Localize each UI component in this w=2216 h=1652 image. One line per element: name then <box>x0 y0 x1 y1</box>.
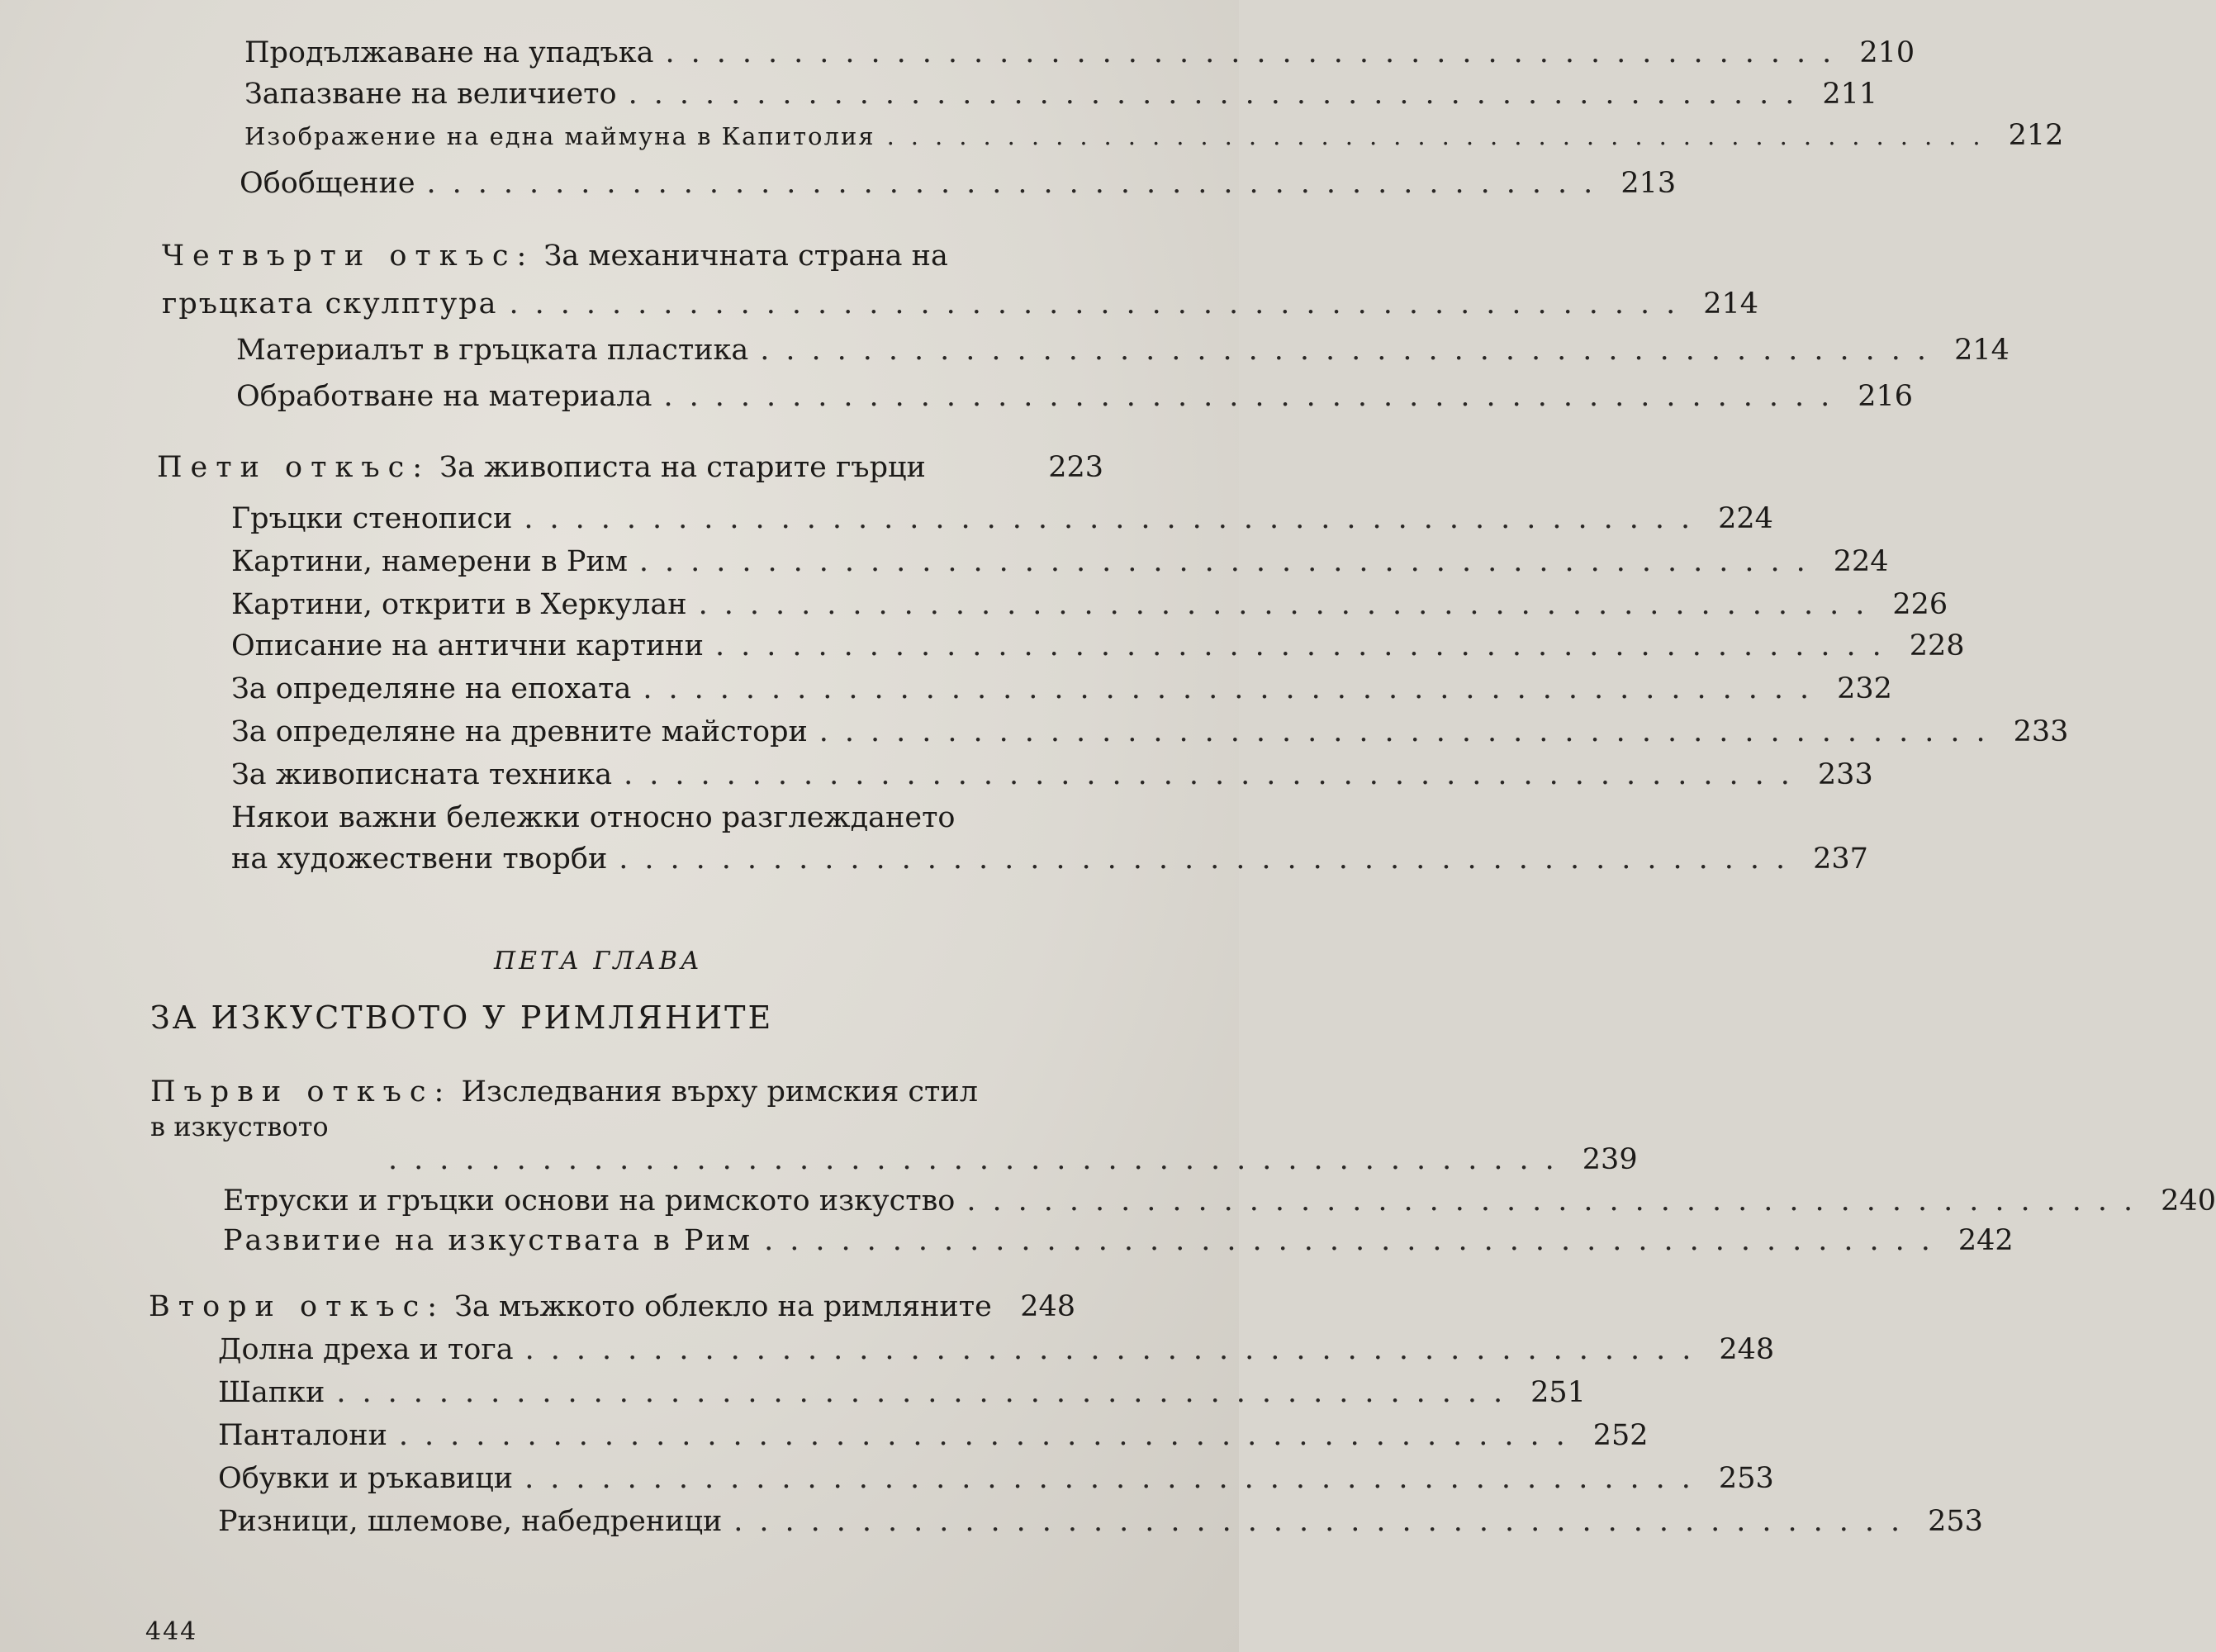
entry-title: Някои важни бележки относно разглеждането <box>231 801 956 834</box>
leader-dots: .............................................. <box>966 1184 2150 1218</box>
entry-page: 210 <box>1859 36 1915 69</box>
section-label: Втори откъс: <box>149 1290 445 1323</box>
entry-title: За определяне на древните майстори <box>231 715 808 748</box>
toc-entry <box>218 1503 1983 1540</box>
section-label: Четвърти откъс: <box>162 240 535 273</box>
section-page-row <box>388 1142 1638 1178</box>
section-page: 223 <box>1048 451 1103 484</box>
section-title: За механичната страна на <box>543 240 948 273</box>
toc-entry <box>244 117 2064 154</box>
entry-title: Запазване на величието <box>244 78 617 111</box>
leader-dots: .............................................. <box>524 502 1707 535</box>
toc-entry <box>231 757 1873 793</box>
leader-dots: .............................................. <box>714 629 1898 662</box>
entry-title: на художествени творби <box>231 843 608 876</box>
toc-entry <box>231 714 2069 750</box>
toc-entry-long <box>231 800 956 836</box>
leader-dots: .............................................. <box>733 1505 1917 1538</box>
entry-title: Обработване на материала <box>236 380 652 413</box>
entry-title: Долна дреха и тога <box>218 1333 514 1366</box>
section-title: За мъжкото облекло на римляните <box>454 1290 992 1323</box>
entry-page: 224 <box>1833 545 1889 578</box>
entry-title: Панталони <box>218 1419 387 1452</box>
section-heading-text <box>157 449 926 486</box>
entry-title: Гръцки стенописи <box>231 502 513 535</box>
toc-entry <box>231 628 1965 664</box>
leader-dots: .............................................. <box>619 843 1802 876</box>
toc-entry <box>244 76 1878 112</box>
leader-dots: .............................................. <box>624 758 1806 791</box>
entry-page: 233 <box>2013 715 2069 748</box>
section-heading <box>150 1074 978 1110</box>
toc-entry <box>218 1332 1775 1368</box>
entry-page: 212 <box>2008 119 2064 152</box>
entry-title: Развитие на изкуствата в Рим <box>223 1224 753 1257</box>
entry-page: 252 <box>1592 1419 1649 1452</box>
section-heading-text <box>149 1289 992 1325</box>
entry-page: 248 <box>1719 1333 1775 1366</box>
toc-entry <box>223 1183 2216 1219</box>
entry-page: 237 <box>1813 843 1868 876</box>
section-heading <box>149 1289 1075 1325</box>
entry-page: 226 <box>1892 588 1948 621</box>
entry-title: Етруски и гръцки основи на римското изкуство <box>223 1184 956 1218</box>
leader-dots: .............................................. <box>524 1333 1708 1366</box>
entry-page: 253 <box>1928 1505 1983 1538</box>
toc-entry <box>218 1460 1774 1497</box>
toc-entry-long-cont <box>231 841 1868 877</box>
section-page: 239 <box>1582 1143 1638 1176</box>
entry-page: 240 <box>2161 1184 2216 1218</box>
entry-title: Обобщение <box>240 167 415 200</box>
leader-dots: .............................................. <box>760 334 1943 367</box>
toc-entry <box>218 1417 1649 1454</box>
section-title: гръцката скулптура <box>162 287 498 320</box>
entry-title: Шапки <box>218 1376 325 1409</box>
leader-dots: .............................................. <box>426 167 1610 200</box>
toc-entry <box>240 165 1677 202</box>
leader-dots: .............................................. <box>643 672 1826 705</box>
leader-dots: .............................................. <box>638 545 1822 578</box>
entry-page: 232 <box>1837 672 1892 705</box>
toc-entry <box>218 1374 1586 1411</box>
section-title: За живописта на старите гърци <box>439 451 926 484</box>
leader-dots: .............................................. <box>388 1143 1571 1176</box>
entry-page: 211 <box>1822 78 1878 111</box>
leader-dots: .............................................. <box>524 1462 1707 1495</box>
leader-dots: .............................................. <box>398 1419 1582 1452</box>
section-page: 248 <box>1020 1290 1075 1323</box>
section-heading-cont: в изкуството <box>150 1111 329 1142</box>
leader-dots: .............................................. <box>628 78 1811 111</box>
entry-title: Изображение на една маймуна в Капитолия <box>244 122 875 150</box>
entry-title: Описание на антични картини <box>231 629 704 662</box>
section-heading <box>162 238 948 274</box>
section-label: Пети откъс: <box>157 451 431 484</box>
toc-entry <box>236 378 1914 415</box>
toc-entry <box>231 544 1889 580</box>
entry-title: За живописната техника <box>231 758 613 791</box>
entry-title: Ризници, шлемове, набедреници <box>218 1505 723 1538</box>
section-page: 214 <box>1703 287 1759 320</box>
leader-dots: .............................................. <box>336 1376 1520 1409</box>
toc-entry <box>231 586 1948 623</box>
toc-entry <box>223 1222 2014 1259</box>
entry-title: Обувки и ръкавици <box>218 1462 514 1495</box>
entry-title: Картини, намерени в Рим <box>231 545 628 578</box>
entry-page: 253 <box>1718 1462 1774 1495</box>
entry-page: 213 <box>1620 167 1677 200</box>
toc-entry <box>244 35 1915 71</box>
leader-dots: .............................................. <box>819 715 2002 748</box>
entry-page: 233 <box>1817 758 1873 791</box>
leader-dots: .............................................. <box>663 380 1847 413</box>
entry-title: За определяне на епохата <box>231 672 632 705</box>
entry-page: 224 <box>1718 502 1773 535</box>
toc-entry <box>231 501 1773 537</box>
entry-page: 214 <box>1954 334 2010 367</box>
section-heading-cont <box>162 286 1759 322</box>
entry-page: 228 <box>1909 629 1965 662</box>
leader-dots: .............................................. <box>665 36 1848 69</box>
entry-page: 242 <box>1957 1224 2014 1257</box>
entry-page: 216 <box>1858 380 1914 413</box>
section-label: Първи откъс: <box>150 1075 453 1108</box>
chapter-label: ПЕТА ГЛАВА <box>494 947 703 976</box>
section-heading <box>157 449 1103 486</box>
leader-dots: .............................................. <box>509 287 1692 320</box>
page-number: 444 <box>145 1617 198 1646</box>
leader-dots: .............................................. <box>886 122 1997 150</box>
toc-entry <box>236 332 2010 368</box>
section-title: Изследвания върху римския стил <box>461 1075 978 1108</box>
entry-title: Продължаване на упадъка <box>244 36 654 69</box>
entry-title: Картини, открити в Херкулан <box>231 588 687 621</box>
toc-entry <box>231 671 1892 707</box>
entry-page: 251 <box>1530 1376 1586 1409</box>
leader-dots: .............................................. <box>764 1224 1947 1257</box>
leader-dots: .............................................. <box>698 588 1881 621</box>
chapter-title: ЗА ИЗКУСТВОТО У РИМЛЯНИТЕ <box>150 999 774 1036</box>
entry-title: Материалът в гръцката пластика <box>236 334 749 367</box>
